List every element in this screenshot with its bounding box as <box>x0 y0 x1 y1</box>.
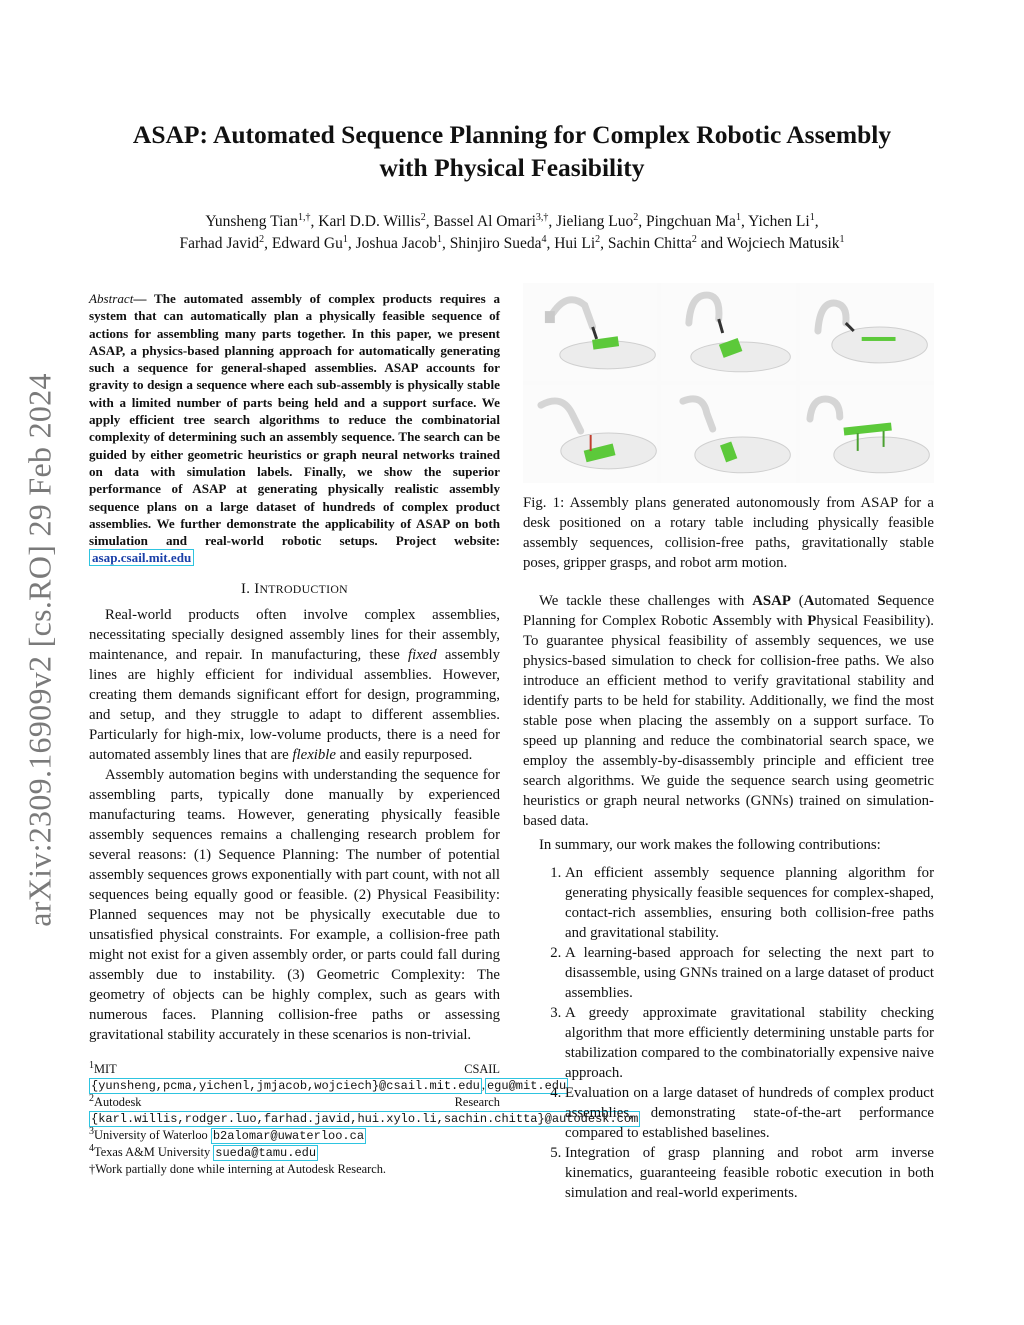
contribution-item: 1. An efficient assembly sequence planning algorithm for generating physically feasible sequences for complex-shaped, contact-rich assemblies, ensuring both collision-free paths and gravitational stability. <box>565 863 934 943</box>
contribution-item: 5. Integration of grasp planning and robot arm inverse kinematics, guaranteeing feasible robotic execution in both simulation and real-world experiments. <box>565 1143 934 1203</box>
email-link-autodesk[interactable]: {karl.willis,rodger.luo,farhad.javid,hui.xylo.li,sachin.chitta}@autodesk.com <box>91 1111 639 1126</box>
author-affiliation-sup: 4 <box>541 233 547 245</box>
contribution-item: 3. A greedy approximate gravitational stability checking algorithm that more efficiently determining unstable parts for stabilization compared to the combinatorially expensive naive approach. <box>565 1003 934 1083</box>
author-name: Pingchuan Ma <box>645 213 736 230</box>
robot-arm-image <box>523 283 657 381</box>
footnotes <box>89 1055 639 1177</box>
intro-paragraph-2: Assembly automation begins with understanding the sequence for assembling parts, typically done manually by experienced manufacturing teams. However, generating physically feasible assembly sequences remains a challenging research problem for several reasons: (1) Sequence Planning: The number of potential assembly sequences grows exponentially with part count, with not all sequences being equally good or feasible. (2) Physical Feasibility: Planned sequences may not be physically executable due to unsatisfied physical constraints. For example, a collision-free path might not exist for a given assembly order, or parts could fall during assembly due to instability. (3) Geometric Complexity: The geometry of objects can be highly complex, such as gears with numerous faces. Planning collision-free paths or assessing gravitational stability accurately in these scenarios is non-trivial. <box>89 766 500 1043</box>
author-name: Bassel Al Omari <box>433 213 536 230</box>
author-affiliation-sup: 2 <box>595 233 601 245</box>
left-column <box>89 290 639 1177</box>
author-name: Wojciech Matusik <box>726 235 840 252</box>
figure-1-caption: Fig. 1: Assembly plans generated autonomously from ASAP for a desk positioned on a rotary table including physically feasible assembly sequences, collision-free paths, gravitationally stable poses, gripper grasps, and robot arm motion. <box>523 495 934 571</box>
author-affiliation-sup: 1 <box>342 233 348 245</box>
intro-paragraph-1: Real-world products often involve complex assemblies, necessitating specially designed assembly lines for their assembly, maintenance, and repair. In manufacturing, these fixed assembly lines are highly efficient for individual assemblies. However, creating them demands significant effort for design, programming, and setup, and they struggle to adapt to different assemblies. Particularly for high-mix, low-volume products, there is a need for automated assembly lines that are flexible and easily repurposed. <box>89 606 500 763</box>
robot-scene-3 <box>800 283 934 381</box>
robot-scene-2 <box>661 283 795 381</box>
abstract: Abstract— The automated assembly of complex products requires a system that can automatically plan a physically feasible sequence of actions for assembling many parts together. In this paper, we present ASAP, a physics-based planning approach for automatically generating such a sequence for general-shaped assemblies. ASAP accounts for gravity to design a sequence where each sub-assembly is physically stable with a limited number of parts being held and a support surface. We apply efficient tree search algorithms to reduce the combinatorial complexity of determining such an assembly sequence. The search can be guided by either geometric heuristics or graph neural networks trained on data with simulation labels. Finally, we show the superior performance of ASAP at generating physically realistic assembly sequence plans on a large dataset of hundreds of complex product assemblies. We further demonstrate the applicability of ASAP on both simulation and real-world robotic setups. Project website: asap.csail.mit.edu <box>89 291 500 566</box>
author-name: Sachin Chitta <box>607 235 692 252</box>
footnote-intern: †Work partially done while interning at Autodesk Research. <box>89 1161 386 1176</box>
author-affiliation-sup: 2 <box>691 233 697 245</box>
author-affiliation-sup: 2 <box>633 211 639 223</box>
footnote-waterloo: $^3$University of Waterloo b2alomar@uwaterloo.ca <box>89 1125 365 1143</box>
author-list: Yunsheng Tian$^{1,\dagger}$, Karl D.D. Willis$^2$, Bassel Al Omari$^{3,\dagger}$, Jieliang Luo$^2$, Pingchuan Ma$^1$, Yichen Li$^1$, Farhad Javid$^2$, Edward Gu$^1$, Joshua Jacob$^1$, Shinjiro Sueda$^4$, Hui Li$^2$, Sachin Chitta$^2$ and Wojciech Matusik$^1$ <box>179 211 845 252</box>
author-name: Farhad Javid <box>179 235 260 252</box>
paper-title: ASAP: Automated Sequence Planning for Complex Robotic Assembly with Physical Feasibility <box>132 120 892 182</box>
contributions-list <box>523 863 934 1203</box>
author-affiliation-sup: 3,† <box>535 211 549 223</box>
author-name: Yunsheng Tian <box>205 213 299 230</box>
email-link-egu[interactable]: egu@mit.edu <box>486 1078 567 1093</box>
author-name: Joshua Jacob <box>355 235 438 252</box>
robot-arm-image <box>523 385 657 483</box>
author-name: Jieliang Luo <box>556 213 634 230</box>
arxiv-sidebar <box>10 350 70 950</box>
author-affiliation-sup: 2 <box>420 211 426 223</box>
footnote-tamu: $^4$Texas A&M University sueda@tamu.edu <box>89 1142 317 1160</box>
author-affiliation-sup: 1 <box>735 211 741 223</box>
robot-arm-image <box>800 283 934 381</box>
author-name: Edward Gu <box>271 235 343 252</box>
arxiv-identifier: arXiv:2309.16909v2 [cs.RO] 29 Feb 2024 <box>21 373 58 927</box>
contribution-item: 2. A learning-based approach for selecting the next part to disassemble, using GNNs trained on a large dataset of product assemblies. <box>565 943 934 1003</box>
author-name: Yichen Li <box>748 213 810 230</box>
robot-scene-6 <box>800 385 934 483</box>
author-affiliation-sup: 1 <box>437 233 443 245</box>
figure-1-robot-assembly <box>523 283 934 483</box>
footnote-autodesk: $^2$Autodesk Research {karl.willis,rodger.luo,farhad.javid,hui.xylo.li,sachin.chitta}@autodesk.com <box>89 1092 639 1126</box>
robot-scene-4 <box>523 385 657 483</box>
robot-scene-5 <box>661 385 795 483</box>
contribution-item: 4. Evaluation on a large dataset of hundreds of complex product assemblies, demonstrating state-of-the-art performance compared to established baselines. <box>565 1083 934 1143</box>
robot-arm-image <box>661 283 795 381</box>
email-link-mit[interactable]: {yunsheng,pcma,yichenl,jmjacob,wojciech}@csail.mit.edu <box>91 1078 480 1093</box>
robot-arm-image <box>661 385 795 483</box>
author-name: Karl D.D. Willis <box>318 213 421 230</box>
author-name: Hui Li <box>554 235 596 252</box>
right-paragraph-2: In summary, our work makes the following contributions: <box>539 837 881 853</box>
author-name: Shinjiro Sueda <box>449 235 542 252</box>
author-affiliation-sup: 1 <box>839 233 845 245</box>
email-link-tamu[interactable]: sueda@tamu.edu <box>215 1145 317 1160</box>
right-paragraph-1: We tackle these challenges with ASAP (Automated Sequence Planning for Complex Robotic Assembly with Physical Feasibility). To guarantee physical feasibility of assembly sequences, we use physics-based simulation to check for collision-free paths. We also introduce an efficient method to verify gravitational stability and identify parts to be held for stability. Additionally, we find the most stable pose when placing the assembly on a support surface. To speed up planning and reduce the combinatorial search space, we employ the assembly-by-disassembly principle and efficient tree search algorithms. We guide the sequence search using geometric heuristics or graph neural networks (GNNs) trained on simulation-based data. <box>523 593 935 829</box>
author-affiliation-sup: 1 <box>809 211 815 223</box>
author-affiliation-sup: 2 <box>259 233 265 245</box>
section-heading-introduction: I. INTRODUCTION <box>241 580 348 597</box>
email-link-waterloo[interactable]: b2alomar@uwaterloo.ca <box>212 1128 365 1143</box>
robot-scene-1 <box>523 283 657 381</box>
robot-arm-image <box>800 385 934 483</box>
project-website-link[interactable]: asap.csail.mit.edu <box>89 549 194 566</box>
author-affiliation-sup: 1,† <box>298 211 311 223</box>
footnote-mit: $^1$MIT CSAIL {yunsheng,pcma,yichenl,jmjacob,wojciech}@csail.mit.edu , egu@mit.edu <box>89 1059 567 1093</box>
right-column <box>523 283 934 1203</box>
